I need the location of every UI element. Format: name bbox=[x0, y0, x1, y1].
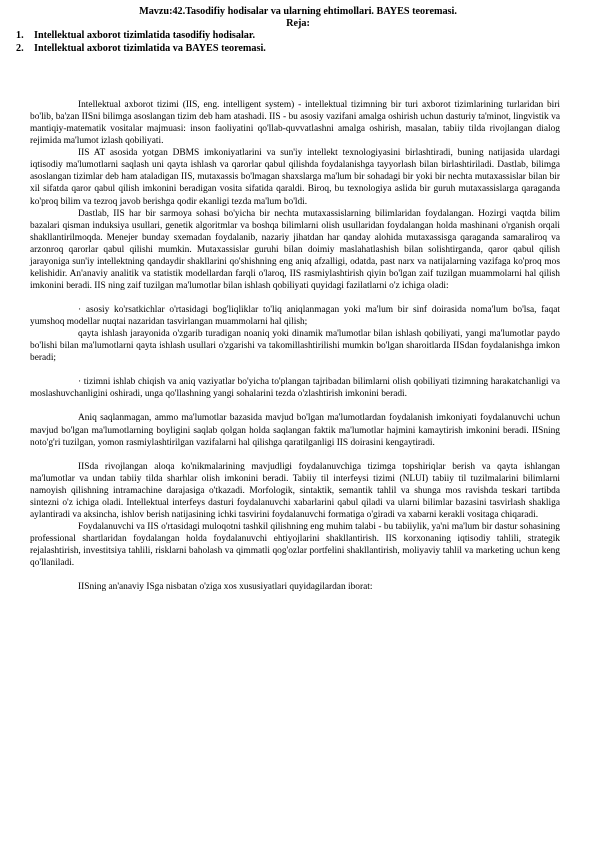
paragraph: IISning an'anaviy ISga nisbatan o'ziga xos xususiyatlari quyidagilardan iborat: bbox=[78, 582, 373, 593]
plan-item bbox=[16, 30, 255, 42]
plan-item-text: Intellektual axborot tizimlatida tasodifiy hodisalar. bbox=[34, 30, 256, 41]
plan-item bbox=[16, 43, 266, 55]
paragraph: Aniq saqlanmagan, ammo ma'lumotlar bazasida mavjud bo'lgan ma'lumotlardan foydalanish imkoniyati foydalanuvchi uchun mavjud bo'lgan ma'lumotlarning boyligini saqlab qolgan holda saqlangan faktik ma'lumotlar hajmini kamaytirish imkonini beradi. IISning noto'g'ri tuzilgan, yomon rasmiylashtirilgan vazifalarni hal qilishga qaratilganligi IIS doirasini kengaytiradi. bbox=[30, 413, 560, 448]
bullet-paragraph: · tizimni ishlab chiqish va aniq vaziyatlar bo'yicha to'plangan tajribadan bilimlarni olish qobiliyati tizimning harakatchanligi va moslashuvchanligini oshiradi, unga qo'llashning yangi sohalarini tezda o'zlashtirish imkonini beradi. bbox=[30, 377, 560, 400]
plan-item-number: 1. bbox=[16, 30, 24, 41]
plan-label: Reja: bbox=[286, 18, 310, 29]
document-body bbox=[30, 99, 560, 593]
paragraph: Foydalanuvchi va IIS o'rtasidagi muloqotni tashkil qilishning eng muhim talabi - bu tabiiylik, ya'ni ma'lum bir dastur sohasining professional shartlaridan foydalangan holda foydalanuvchi ehtiyojlarini shakllantirish. IIS korxonaning iqtisodiy tahlili, strategik rejalashtirish, investitsiya tahlili, risklarni baholash va qimmatli qog'ozlar portfelini shakllantirish, moliyaviy tahlil va marketing uchun keng qo'llaniladi. bbox=[30, 521, 560, 569]
plan-item-number: 2. bbox=[16, 43, 24, 54]
paragraph: IIS AT asosida yotgan DBMS imkoniyatlarini va sun'iy intellekt texnologiyasini birlashtiradi, buning natijasida ulardagi iqtisodiy ma'lumotlarni saqlash uni qayta ishlash va qarorlar qabul qilishda foydalanishga tayyorlash bilan birlashtiriladi. Dastlab, bilimga asoslangan tizimlar deb ham ataladigan IIS, mutaxassis bo'lmagan shaxslarga ma'lum bir sohadagi bir yoki bir nechta mutaxassislar bilan bir xil sifatda qaror qabul qilish imkonini beradigan vosita sifatida qaraldi. Biroq, bu texnologiya aslida bir guruh mutaxassislarga qaraganda ko'proq bilim va tezroq javob berishga qodir ekanligi tezda ma'lum bo'ldi. bbox=[30, 148, 560, 207]
document-title: Mavzu:42.Tasodifiy hodisalar va ularning ehtimollari. BAYES teoremasi. bbox=[139, 6, 457, 17]
paragraph: qayta ishlash jarayonida o'zgarib turadigan noaniq yoki dinamik ma'lumotlar bilan ishlash qobiliyati, yangi ma'lumotlar paydo bo'lishi bilan ma'lumotlarni qayta ishlash usullari o'zgarishi va takomillashtirilishi mumkin bo'lgan sharoitlarda IISdan foydalanishga imkon beradi; bbox=[30, 329, 560, 364]
paragraph: Dastlab, IIS har bir sarmoya sohasi bo'yicha bir nechta mutaxassislarning bilimlaridan foydalangan. Hozirgi vaqtda bilim bazalari qisman induksiya usullari, genetik algoritmlar va boshqa bilimlarni olish usullaridan foydalangan holda mashinani o'rganish orqali shakllantirilmoqda. Menejer bunday sxemadan foydalanib, nazariy jihatdan har qanday alohida mutaxassisga qaraganda samaraliroq va arzonroq qarorlar qabul qilishi mumkin. Mutaxassislar guruhi bilan doimiy maslahatlashish bilan solishtirganda, qaror qabul qilish jarayoniga sun'iy intellektning qandaydir shakllarini qo'shishning eng aniq afzalligi, odatda, past narx va natijalarning vazifaga ko'proq mos kelishidir. An'anaviy analitik va statistik modellardan farqli o'laroq, IIS rasmiylashtirish qiyin bo'lgan zaif tuzilgan muammolarni hal qilish imkonini beradi. IIS ning zaif tuzilgan ma'lumotlar bilan ishlash qobiliyati quyidagi fazilatlarni o'z ichiga oladi: bbox=[30, 208, 560, 291]
paragraph: Intellektual axborot tizimi (IIS, eng. intelligent system) - intellektual tizimning bir turi axborot tizimlarining turlaridan biri bo'lib, ba'zan IISni bilimga asoslangan tizim deb ham atashadi. IIS - bu asosiy vazifani amalga oshirish uchun dasturiy ta'minot, lingvistik va mantiqiy-matematik vositalar majmuasi: inson faoliyatini qo'llab-quvvatlashni amalga oshirish, masalan, tabiiy tilda rivojlangan dialog rejimida ma'lumot izlash qobiliyati. bbox=[30, 100, 560, 147]
bullet-paragraph: · asosiy ko'rsatkichlar o'rtasidagi bog'liqliklar to'liq aniqlanmagan yoki ma'lum bir sinf doirasida noma'lum bo'lsa, faqat yumshoq modellar nuqtai nazaridan tasvirlangan muammolarni hal qilish; bbox=[30, 305, 560, 328]
paragraph: IISda rivojlangan aloqa ko'nikmalarining mavjudligi foydalanuvchiga tizimga topshiriqlar berish va qayta ishlangan ma'lumotlar va undan tabiiy tilda sharhlar olish imkonini beradi. Tabiiy til interfeysi tizimi (NLUI) tabiiy til tuzilmalarini bilimlarni namoyish qilishning intramachine darajasiga o'tkazadi. Morfologik, sintaktik, semantik tahlil va shunga mos ravishda teskari tartibda sintezni o'z ichiga oladi. Intellektual interfeys dasturi foydalanuvchi xabarlarini qabul qiladi va ularni bilimlar bazasini tasvirlash shakliga aylantiradi va aksincha, ishlov berish natijasining ichki tasvirini foydalanuvchi formatiga o'giradi va xabarni kerakli vositaga chiqaradi. bbox=[30, 461, 560, 520]
plan-item-text: Intellektual axborot tizimlatida va BAYES teoremasi. bbox=[34, 43, 266, 54]
